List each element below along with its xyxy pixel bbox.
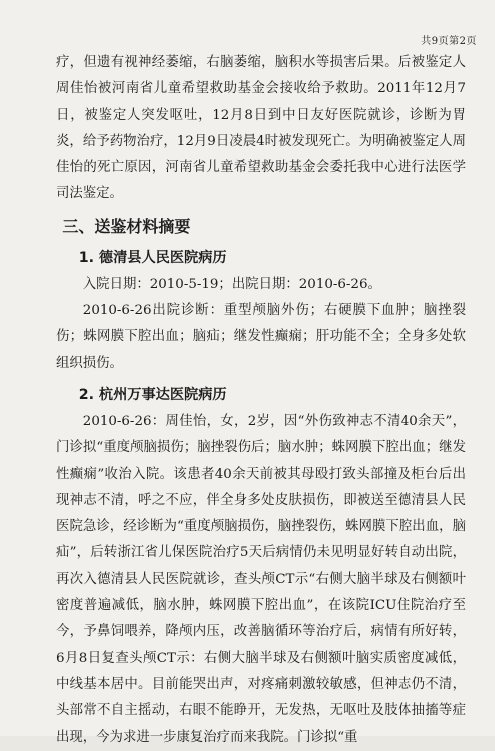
record-2-paragraph: 2010-6-26：周佳怡，女，2岁，因“外伤致神志不清40余天”，门诊拟“重度颅脑损伤；脑挫裂伤后；脑水肿；蛛网膜下腔出血；继发性癫痫”收治入院。该患者40余天前被其母殴打致头部撞及柜台后出现神志不清，呼之不应，伴全身多处皮肤损伤，即被送至德清县人民医院急诊，经诊断为“重度颅脑损伤，脑挫裂伤，蛛网膜下腔出血，脑疝”，后转浙江省儿保医院治疗5天后病情仍未见明显好转自动出院，再次入德清县人民医院就诊，查头颅CT示“右侧大脑半球及右侧额叶密度普遍减低，脑水肿，蛛网膜下腔出血”，在该院ICU住院治疗至今，予鼻饲喂养，降颅内压，改善脑循环等治疗后，病情有所好转，6月8日复查头颅CT示：右侧大脑半球及右侧额叶脑实质密度减低，中线基本居中。目前能哭出声，对疼痛刺激较敏感，但神志仍不清，头部常不自主摇动，右眼不能睁开，无发热，无呕吐及肢体抽搐等症出现，今为求进一步康复治疗而来我院。门诊拟“重 [56, 413, 466, 745]
record-1-dates: 入院日期：2010-5-19；出院日期：2010-6-26。 [82, 276, 381, 292]
intro-paragraph: 疗，但遗有视神经萎缩，右脑萎缩，脑积水等损害后果。后被鉴定人周佳怡被河南省儿童希望救助基金会接收给予救助。2011年12月7日，被鉴定人突发呕吐，12月8日到中日友好医院就诊，诊断为胃炎，给予药物治疗，12月9日凌晨4时被发现死亡。为明确被鉴定人周佳怡的死亡原因，河南省儿童希望救助基金会委托我中心进行法医学司法鉴定。 [56, 55, 466, 202]
page-number: 共9页第2页 [421, 36, 477, 47]
record-1-diagnosis: 2010-6-26出院诊断：重型颅脑外伤；右硬膜下血肿；脑挫裂伤；蛛网膜下腔出血；脑疝；继发性癫痫；肝功能不全；全身多处软组织损伤。 [56, 303, 466, 371]
section-heading: 三、送鉴材料摘要 [62, 216, 191, 236]
record-1-title: 1. 德清县人民医院病历 [78, 249, 227, 266]
document-body [56, 50, 466, 751]
record-2-title: 2. 杭州万事达医院病历 [78, 386, 227, 403]
